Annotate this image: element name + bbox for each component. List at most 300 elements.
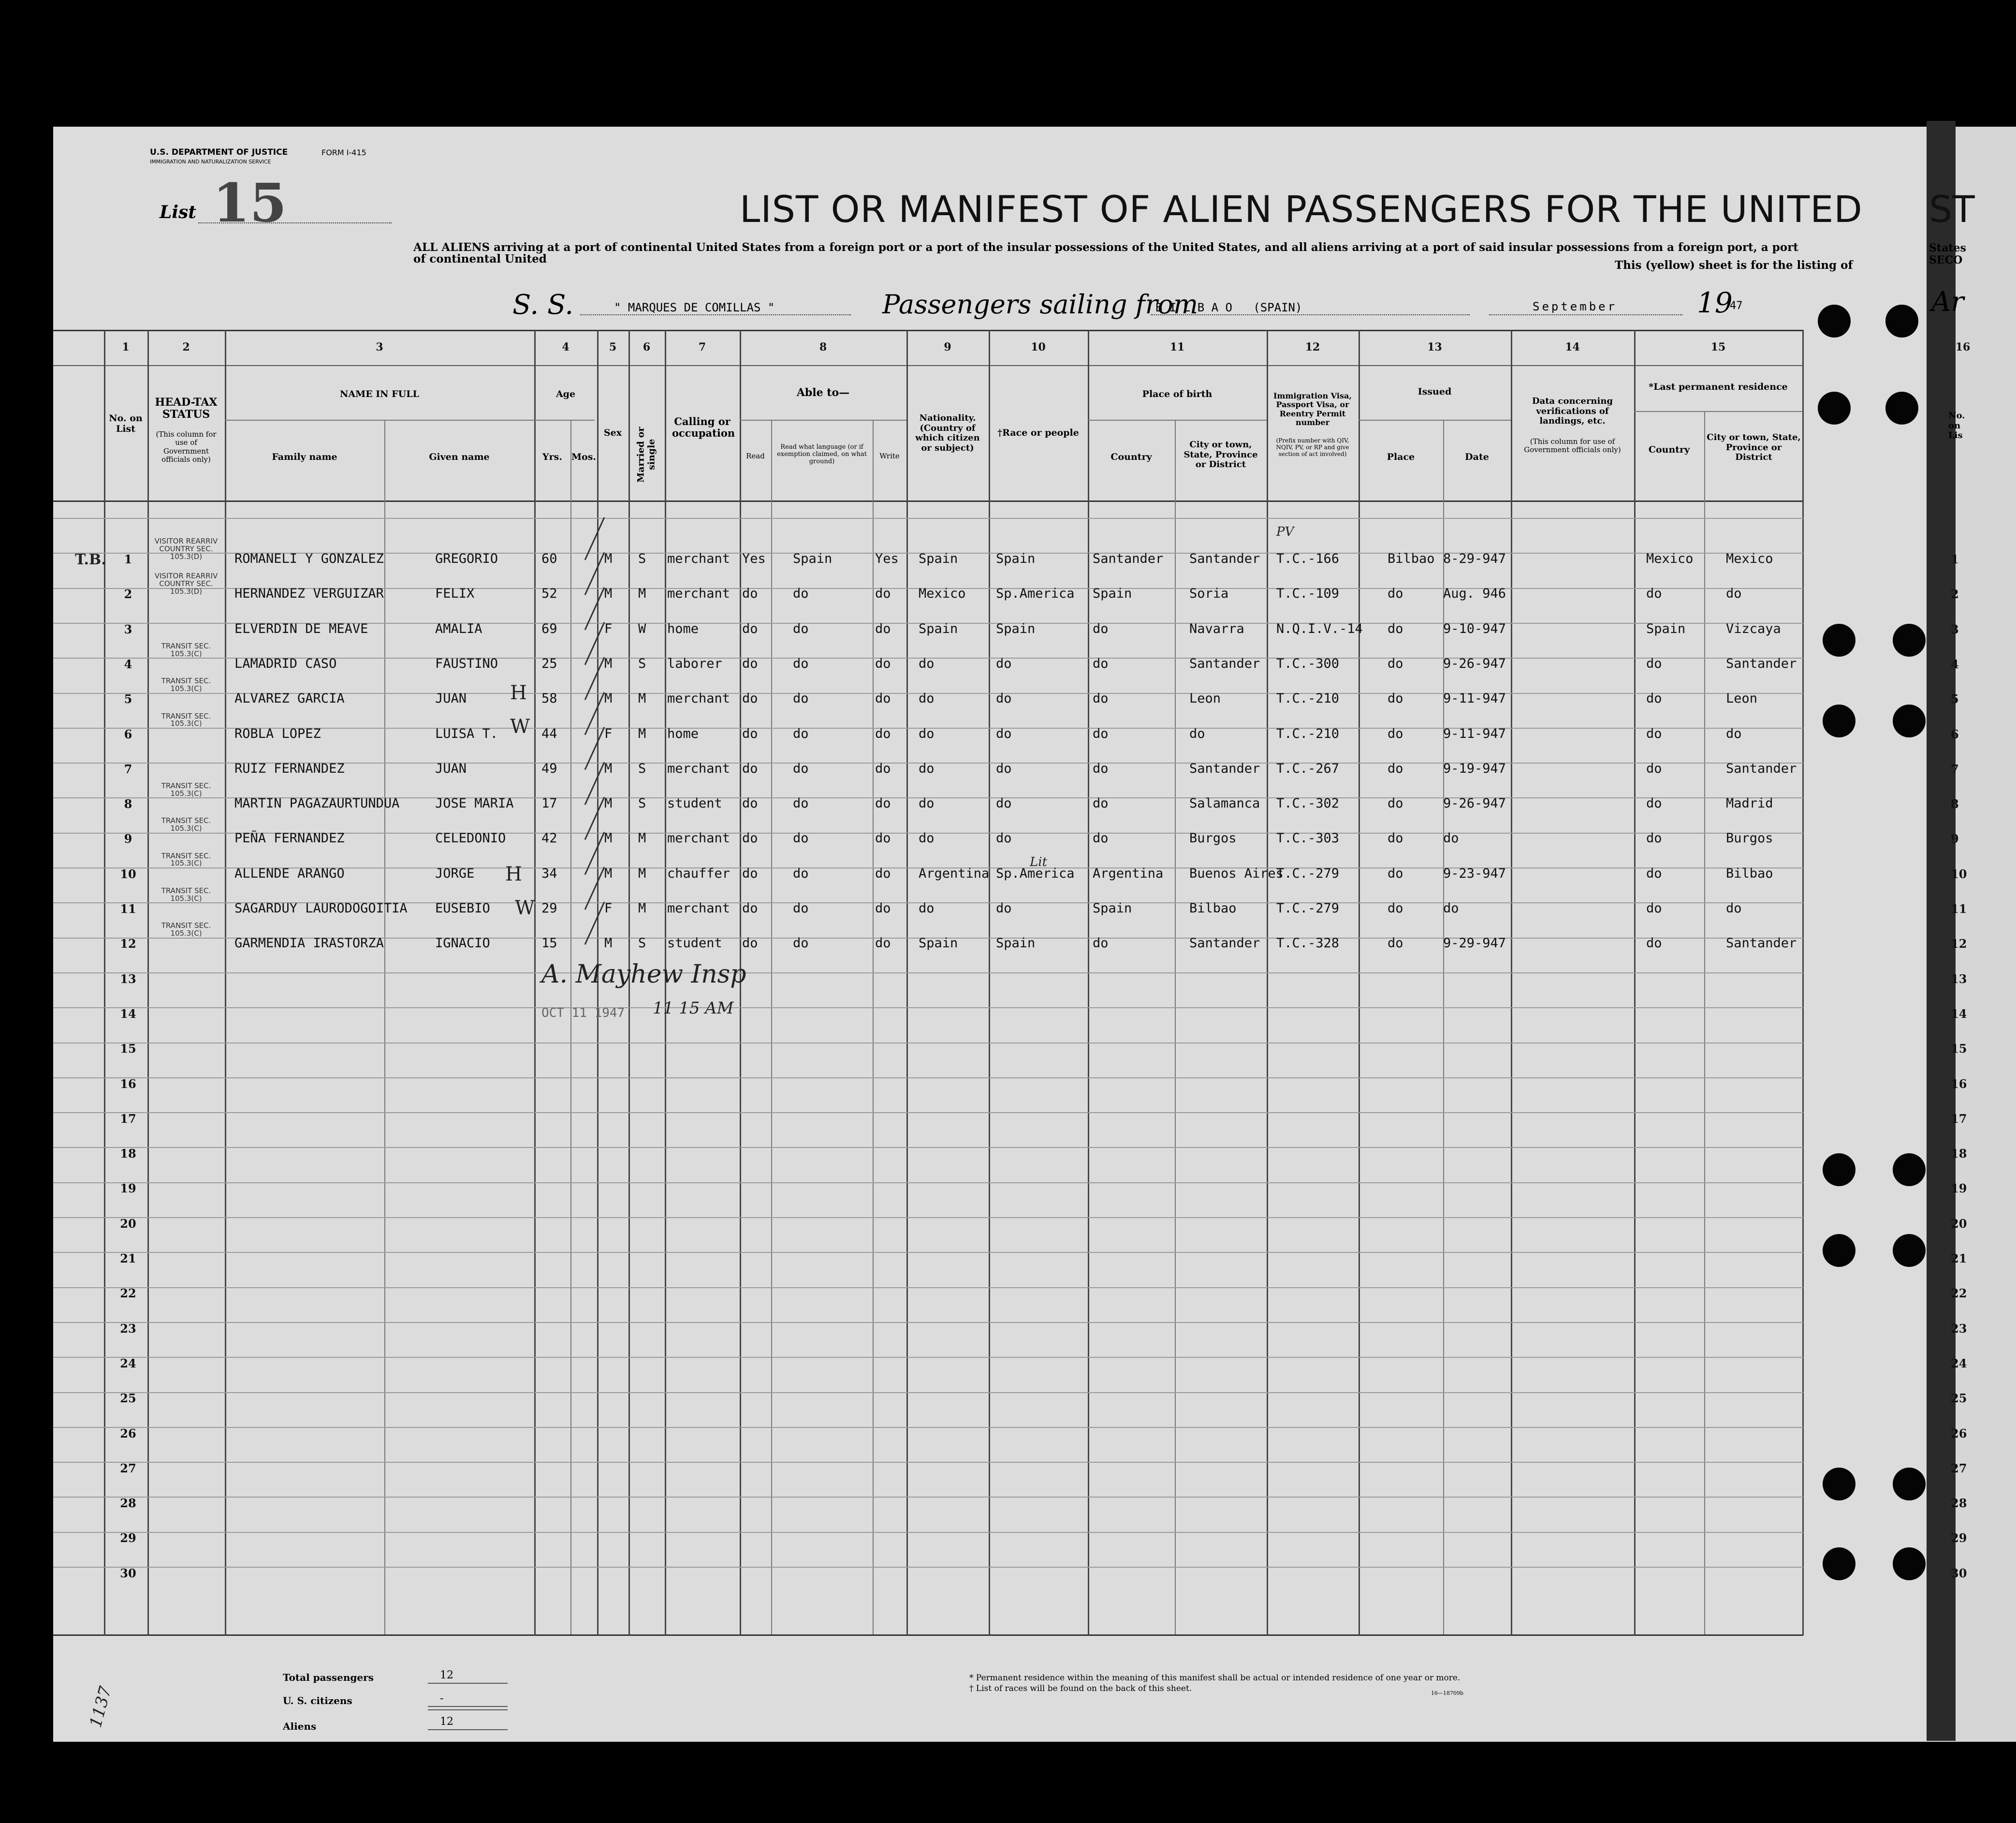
cell-yrs: 17 bbox=[541, 796, 557, 811]
subheader-rule bbox=[225, 420, 534, 421]
cell-given: JUAN bbox=[435, 761, 467, 776]
punch-hole bbox=[1823, 624, 1855, 657]
cell-race: Sp.America bbox=[996, 586, 1075, 602]
column-number: 15 bbox=[1710, 341, 1726, 353]
header-name-in-full: NAME IN FULL bbox=[340, 389, 419, 399]
cell-occ: student bbox=[667, 936, 722, 951]
list-dotted-line bbox=[198, 222, 392, 223]
header-birth-city: City or town, State, Province or District bbox=[1183, 440, 1258, 470]
title-continued: ST bbox=[1929, 188, 1975, 231]
right-row-number: 14 bbox=[1951, 1006, 1967, 1021]
cell-family: HERNANDEZ VERGUIZAR bbox=[234, 586, 384, 602]
col-divider bbox=[1511, 330, 1512, 1635]
cell-lang: do bbox=[793, 621, 809, 636]
col-divider bbox=[906, 330, 908, 1635]
header-sex: Sex bbox=[603, 427, 622, 438]
agency-subline: IMMIGRATION AND NATURALIZATION SERVICE bbox=[150, 159, 271, 165]
head-tax-stamp: VISITOR REARRIV COUNTRY SEC. 105.3(D) bbox=[154, 537, 218, 561]
cell-lang: do bbox=[793, 656, 809, 671]
header-residence-country: Country bbox=[1648, 444, 1690, 455]
cell-ms: M bbox=[638, 691, 646, 706]
cell-ms: M bbox=[638, 866, 646, 881]
row-rule bbox=[53, 1462, 1803, 1463]
header-visa-note: (Prefix number with QIV, NQIV, PV, or RP and give section of act involved) bbox=[1276, 437, 1349, 457]
cell-lang: do bbox=[793, 866, 809, 881]
cell-visa: T.C.-210 bbox=[1276, 691, 1340, 706]
cell-yrs: 69 bbox=[541, 621, 557, 636]
header-visa: Immigration Visa, Passport Visa, or Reentry Permit number bbox=[1273, 391, 1352, 427]
cell-race: do bbox=[996, 831, 1012, 846]
cell-bcity: Buenos Aires bbox=[1189, 866, 1284, 881]
cell-visa: T.C.-267 bbox=[1276, 761, 1340, 776]
cell-write: do bbox=[875, 796, 891, 811]
cell-bcountry: Argentina bbox=[1093, 866, 1164, 881]
header-issued-date: Date bbox=[1465, 452, 1489, 462]
row-number: 17 bbox=[120, 1111, 136, 1126]
cell-date: 9-11-947 bbox=[1443, 691, 1506, 706]
cell-read: do bbox=[742, 831, 758, 846]
right-row-number: 28 bbox=[1951, 1496, 1967, 1511]
punch-hole bbox=[1893, 1153, 1926, 1186]
col-divider bbox=[384, 421, 385, 1634]
cell-occ: home bbox=[667, 621, 699, 636]
cell-nat: Spain bbox=[919, 936, 958, 951]
row-number: 21 bbox=[120, 1251, 136, 1265]
handwritten-lit: Lit bbox=[1030, 855, 1048, 869]
cell-lang: do bbox=[793, 726, 809, 741]
cell-visa: T.C.-300 bbox=[1276, 656, 1340, 671]
cell-occ: merchant bbox=[667, 761, 730, 776]
cell-race: Spain bbox=[996, 621, 1036, 636]
cell-read: do bbox=[742, 656, 758, 671]
cell-lang: do bbox=[793, 831, 809, 846]
row-number: 24 bbox=[120, 1356, 136, 1370]
cell-date: Aug. 946 bbox=[1443, 586, 1506, 602]
cell-sex: M bbox=[604, 691, 613, 706]
cell-place: do bbox=[1388, 831, 1403, 846]
cell-ms: S bbox=[638, 761, 646, 776]
inspector-signature: A. Mayhew Insp bbox=[541, 960, 746, 989]
row-rule bbox=[53, 1252, 1803, 1253]
cell-place: do bbox=[1388, 936, 1403, 951]
cell-family: ELVERDIN DE MEAVE bbox=[234, 621, 368, 636]
subheader-rule bbox=[1634, 411, 1802, 412]
cell-yrs: 29 bbox=[541, 901, 557, 916]
header-data-concerning: Data concerning verifications of landings, etc. bbox=[1532, 396, 1613, 426]
column-number: 3 bbox=[376, 341, 383, 353]
column-number: 10 bbox=[1031, 341, 1046, 353]
header-head-tax: HEAD-TAX STATUS bbox=[155, 396, 218, 421]
cell-lrc: do bbox=[1646, 726, 1662, 741]
handwritten-h: H bbox=[505, 863, 522, 885]
header-given-name: Given name bbox=[429, 452, 490, 462]
cell-lrc: do bbox=[1646, 866, 1662, 881]
cell-lrc: do bbox=[1646, 831, 1662, 846]
port: B I L B A O (SPAIN) bbox=[1155, 301, 1302, 314]
column-number: 11 bbox=[1169, 341, 1185, 353]
cell-race: do bbox=[996, 656, 1012, 671]
handwritten-tb: T.B. bbox=[75, 551, 106, 568]
row-rule bbox=[53, 1077, 1803, 1078]
table-bottom-border bbox=[53, 1634, 1803, 1636]
cell-bcountry: do bbox=[1093, 936, 1109, 951]
total-underline bbox=[428, 1683, 508, 1684]
cell-visa: T.C.-302 bbox=[1276, 796, 1340, 811]
cell-lrcity: do bbox=[1726, 586, 1742, 602]
cell-date: 9-11-947 bbox=[1443, 726, 1506, 741]
row-number: 27 bbox=[120, 1461, 136, 1475]
cell-place: do bbox=[1388, 761, 1403, 776]
cell-sex: F bbox=[604, 901, 613, 916]
col-divider bbox=[570, 421, 571, 1634]
cell-bcity: Navarra bbox=[1189, 621, 1244, 636]
cell-family: GARMENDIA IRASTORZA bbox=[234, 936, 384, 951]
punch-hole bbox=[1893, 1468, 1926, 1500]
cell-ms: S bbox=[638, 656, 646, 671]
col-divider bbox=[1443, 421, 1444, 1634]
cell-yrs: 58 bbox=[541, 691, 557, 706]
year-prefix: 19 bbox=[1697, 286, 1733, 319]
right-row-number: 4 bbox=[1951, 657, 1959, 671]
cell-write: do bbox=[875, 936, 891, 951]
cell-nat: do bbox=[919, 796, 935, 811]
right-row-number: 19 bbox=[1951, 1181, 1967, 1196]
punch-hole bbox=[1893, 1547, 1926, 1580]
cell-lang: do bbox=[793, 586, 809, 602]
punch-hole bbox=[1893, 624, 1926, 657]
right-row-number: 2 bbox=[1951, 587, 1959, 602]
cell-bcity: Santander bbox=[1189, 761, 1260, 776]
column-number: 4 bbox=[562, 341, 570, 353]
row-number: 25 bbox=[120, 1391, 136, 1406]
cell-family: SAGARDUY LAURODOGOITIA bbox=[234, 901, 408, 916]
agency-line: U.S. DEPARTMENT OF JUSTICE bbox=[150, 147, 288, 157]
row-number: 3 bbox=[124, 622, 132, 636]
cell-bcountry: do bbox=[1093, 761, 1109, 776]
col-divider bbox=[1175, 421, 1176, 1634]
header-read: Read bbox=[746, 452, 765, 460]
col-divider bbox=[1267, 330, 1268, 1635]
cell-write: do bbox=[875, 866, 891, 881]
cell-occ: home bbox=[667, 726, 699, 741]
cell-given: AMALIA bbox=[435, 621, 482, 636]
row-rule bbox=[53, 518, 1803, 519]
cell-family: PEÑA FERNANDEZ bbox=[234, 831, 345, 846]
cell-read: do bbox=[742, 936, 758, 951]
cell-sex: M bbox=[604, 796, 613, 811]
cell-family: ALVAREZ GARCIA bbox=[234, 691, 345, 706]
cell-given: CELEDONIO bbox=[435, 831, 506, 846]
handwritten-pv: PV bbox=[1276, 525, 1294, 539]
cell-bcity: do bbox=[1189, 726, 1205, 741]
handwritten-h: H bbox=[510, 682, 527, 704]
row-number: 13 bbox=[120, 971, 136, 986]
right-row-number: 7 bbox=[1951, 762, 1959, 776]
head-tax-stamp: TRANSIT SEC. 105.3(C) bbox=[161, 781, 211, 798]
punch-hole bbox=[1823, 1153, 1855, 1186]
cell-sex: F bbox=[604, 621, 613, 636]
cell-family: ALLENDE ARANGO bbox=[234, 866, 345, 881]
cell-sex: M bbox=[604, 936, 613, 951]
cell-sex: M bbox=[604, 656, 613, 671]
cell-lrcity: Bilbao bbox=[1726, 866, 1773, 881]
cell-place: do bbox=[1388, 796, 1403, 811]
cell-ms: M bbox=[638, 901, 646, 916]
cell-race: Spain bbox=[996, 551, 1036, 566]
cell-sex: M bbox=[604, 831, 613, 846]
cell-sex: M bbox=[604, 761, 613, 776]
header-last-residence: *Last permanent residence bbox=[1649, 382, 1788, 392]
cell-visa: T.C.-328 bbox=[1276, 936, 1340, 951]
margin-number: 1137 bbox=[86, 1684, 116, 1730]
row-number: 2 bbox=[124, 587, 132, 602]
head-tax-stamp: TRANSIT SEC. 105.3(C) bbox=[161, 816, 211, 833]
row-number: 4 bbox=[124, 657, 132, 671]
header-mos: Mos. bbox=[571, 452, 597, 462]
row-number: 11 bbox=[120, 902, 136, 916]
cell-visa: T.C.-109 bbox=[1276, 586, 1340, 602]
cell-lang: do bbox=[793, 901, 809, 916]
cell-read: do bbox=[742, 621, 758, 636]
right-row-number: 5 bbox=[1951, 692, 1959, 706]
cell-visa: T.C.-210 bbox=[1276, 726, 1340, 741]
cell-date: 9-19-947 bbox=[1443, 761, 1506, 776]
punch-hole bbox=[1823, 705, 1855, 737]
right-row-number: 16 bbox=[1951, 1076, 1967, 1091]
cell-lrcity: Vizcaya bbox=[1726, 621, 1781, 636]
cell-given: FAUSTINO bbox=[435, 656, 498, 671]
head-tax-stamp: TRANSIT SEC. 105.3(C) bbox=[161, 641, 211, 658]
cell-ms: M bbox=[638, 831, 646, 846]
col-divider bbox=[147, 330, 149, 1635]
cell-date: 9-23-947 bbox=[1443, 866, 1506, 881]
us-citizens-value: - bbox=[440, 1692, 444, 1705]
row-number: 20 bbox=[120, 1216, 136, 1231]
cell-race: do bbox=[996, 901, 1012, 916]
header-married: Married or single bbox=[635, 426, 657, 483]
sailing-label: Passengers sailing from bbox=[882, 289, 1198, 320]
header-write: Write bbox=[879, 452, 900, 460]
cell-occ: student bbox=[667, 796, 722, 811]
cell-lrcity: do bbox=[1726, 726, 1742, 741]
cell-yrs: 60 bbox=[541, 551, 557, 566]
cell-date: 8-29-947 bbox=[1443, 551, 1506, 566]
header-able-to: Able to— bbox=[796, 386, 850, 399]
right-row-number: 10 bbox=[1951, 867, 1967, 881]
col-divider bbox=[873, 421, 874, 1634]
aliens-label: Aliens bbox=[283, 1720, 317, 1732]
cell-given: EUSEBIO bbox=[435, 901, 490, 916]
header-age: Age bbox=[555, 389, 576, 399]
cell-yrs: 34 bbox=[541, 866, 557, 881]
right-row-number: 21 bbox=[1951, 1251, 1967, 1265]
col-divider bbox=[1088, 330, 1089, 1635]
column-number: 16 bbox=[1955, 341, 1971, 353]
col-divider bbox=[771, 421, 772, 1634]
header-race: †Race or people bbox=[997, 427, 1079, 438]
row-number: 14 bbox=[120, 1006, 136, 1021]
punch-hole bbox=[1818, 305, 1851, 338]
col-divider bbox=[225, 330, 226, 1635]
right-row-number: 13 bbox=[1951, 971, 1967, 986]
footnote-races: † List of races will be found on the back of this sheet. bbox=[969, 1684, 1192, 1693]
header-no-on-list-right: No. on Lis bbox=[1948, 411, 1965, 441]
manifest-sheet bbox=[53, 127, 1975, 1742]
subheader-rule bbox=[1088, 420, 1267, 421]
cell-visa: N.Q.I.V.-14 bbox=[1276, 621, 1363, 636]
head-tax-stamp: VISITOR REARRIV COUNTRY SEC. 105.3(D) bbox=[154, 572, 218, 596]
ship-name: " MARQUES DE COMILLAS " bbox=[614, 301, 775, 314]
right-row-number: 18 bbox=[1951, 1147, 1967, 1161]
ss-label: S. S. bbox=[512, 289, 574, 321]
cell-bcountry: do bbox=[1093, 621, 1109, 636]
cell-given: JOSE MARIA bbox=[435, 796, 514, 811]
column-number: 9 bbox=[944, 341, 951, 353]
subtitle-line2: This (yellow) sheet is for the listing of bbox=[1615, 259, 1853, 272]
header-calling: Calling or occupation bbox=[672, 415, 735, 440]
cell-yrs: 44 bbox=[541, 726, 557, 741]
subheader-rule bbox=[534, 420, 595, 421]
cell-sex: F bbox=[604, 726, 613, 741]
cell-nat: do bbox=[919, 831, 935, 846]
right-row-number: 1 bbox=[1951, 552, 1959, 566]
list-label: List bbox=[160, 202, 196, 222]
row-number: 16 bbox=[120, 1076, 136, 1091]
column-number: 2 bbox=[182, 341, 190, 353]
punch-hole bbox=[1885, 392, 1918, 425]
row-rule bbox=[53, 1392, 1803, 1393]
col-divider bbox=[989, 330, 990, 1635]
cell-ms: M bbox=[638, 726, 646, 741]
cell-place: do bbox=[1388, 691, 1403, 706]
punch-hole bbox=[1823, 1547, 1855, 1580]
punch-hole bbox=[1885, 305, 1918, 338]
right-row-number: 8 bbox=[1951, 797, 1959, 811]
cell-family: RUIZ FERNANDEZ bbox=[234, 761, 345, 776]
column-number: 6 bbox=[643, 341, 651, 353]
cell-sex: M bbox=[604, 551, 613, 566]
column-number: 7 bbox=[698, 341, 706, 353]
punch-hole bbox=[1823, 1468, 1855, 1500]
col-divider bbox=[534, 330, 536, 1635]
cell-occ: merchant bbox=[667, 551, 730, 566]
cell-nat: do bbox=[919, 901, 935, 916]
cell-lrcity: Santander bbox=[1726, 936, 1797, 951]
right-row-number: 26 bbox=[1951, 1426, 1967, 1441]
head-tax-stamp: TRANSIT SEC. 105.3(C) bbox=[161, 921, 211, 938]
cell-occ: laborer bbox=[667, 656, 722, 671]
right-row-number: 17 bbox=[1951, 1111, 1967, 1126]
cell-place: do bbox=[1388, 586, 1403, 602]
col-divider bbox=[1802, 330, 1804, 1635]
cell-race: do bbox=[996, 796, 1012, 811]
cell-bcountry: Spain bbox=[1093, 901, 1132, 916]
cell-date: 9-26-947 bbox=[1443, 656, 1506, 671]
cell-race: do bbox=[996, 726, 1012, 741]
cell-ms: W bbox=[638, 621, 646, 636]
row-number: 8 bbox=[124, 797, 132, 811]
column-number: 14 bbox=[1565, 341, 1580, 353]
handwritten-w: W bbox=[510, 716, 530, 738]
cell-given: IGNACIO bbox=[435, 936, 490, 951]
cell-bcountry: Santander bbox=[1093, 551, 1164, 566]
cell-lrcity: do bbox=[1726, 901, 1742, 916]
cell-write: do bbox=[875, 726, 891, 741]
cell-ms: M bbox=[638, 586, 646, 602]
cell-nat: Argentina bbox=[919, 866, 990, 881]
cell-read: do bbox=[742, 796, 758, 811]
cell-date: do bbox=[1443, 901, 1459, 916]
subheader-rule bbox=[740, 420, 906, 421]
header-family-name: Family name bbox=[272, 452, 337, 462]
cell-visa: T.C.-303 bbox=[1276, 831, 1340, 846]
cell-family: LAMADRID CASO bbox=[234, 656, 337, 671]
cell-lrc: do bbox=[1646, 796, 1662, 811]
cell-lrc: do bbox=[1646, 936, 1662, 951]
inspection-time: 11 15 AM bbox=[653, 999, 734, 1018]
cell-yrs: 49 bbox=[541, 761, 557, 776]
cell-read: do bbox=[742, 866, 758, 881]
header-bottom-rule bbox=[53, 500, 1803, 502]
cell-nat: do bbox=[919, 656, 935, 671]
col-divider bbox=[1359, 330, 1360, 1635]
cell-race: do bbox=[996, 761, 1012, 776]
cell-given: LUISA T. bbox=[435, 726, 498, 741]
cell-yrs: 25 bbox=[541, 656, 557, 671]
port-dotted-line bbox=[1151, 314, 1470, 315]
cell-read: do bbox=[742, 726, 758, 741]
year-suffix: 47 bbox=[1730, 300, 1743, 312]
head-tax-stamp: TRANSIT SEC. 105.3(C) bbox=[161, 886, 211, 903]
punch-hole bbox=[1893, 705, 1926, 737]
right-row-number: 27 bbox=[1951, 1461, 1967, 1475]
row-rule bbox=[53, 1357, 1803, 1358]
right-row-number: 3 bbox=[1951, 622, 1959, 636]
header-birth-country: Country bbox=[1110, 452, 1152, 462]
us-citizens-label: U. S. citizens bbox=[283, 1695, 352, 1706]
punch-hole bbox=[1823, 1234, 1855, 1267]
cell-bcity: Burgos bbox=[1189, 831, 1237, 846]
cell-write: do bbox=[875, 831, 891, 846]
row-rule bbox=[53, 1427, 1803, 1428]
column-number: 5 bbox=[609, 341, 617, 353]
cell-read: do bbox=[742, 761, 758, 776]
aliens-underline bbox=[428, 1729, 508, 1730]
cell-read: do bbox=[742, 691, 758, 706]
cell-ms: S bbox=[638, 936, 646, 951]
cell-given: JUAN bbox=[435, 691, 467, 706]
cell-bcity: Bilbao bbox=[1189, 901, 1237, 916]
cell-bcountry: do bbox=[1093, 796, 1109, 811]
cell-read: do bbox=[742, 586, 758, 602]
row-rule bbox=[53, 1182, 1803, 1183]
col-divider bbox=[1704, 411, 1705, 1634]
header-read-what: Read what language (or if exemption claimed, on what ground) bbox=[777, 443, 867, 465]
header-residence-city: City or town, State, Province or District bbox=[1707, 432, 1801, 463]
cell-read: Yes bbox=[742, 551, 766, 566]
form-number: FORM I-415 bbox=[321, 148, 366, 157]
right-fragment-1: States bbox=[1929, 242, 1966, 254]
cell-write: do bbox=[875, 621, 891, 636]
right-fragment-3: Ar bbox=[1931, 286, 1964, 318]
row-number: 15 bbox=[120, 1042, 136, 1056]
head-tax-stamp: TRANSIT SEC. 105.3(C) bbox=[161, 676, 211, 693]
cell-visa: T.C.-279 bbox=[1276, 866, 1340, 881]
handwritten-w: W bbox=[515, 897, 535, 919]
cell-ms: S bbox=[638, 796, 646, 811]
row-number: 28 bbox=[120, 1496, 136, 1511]
column-number: 13 bbox=[1427, 341, 1442, 353]
